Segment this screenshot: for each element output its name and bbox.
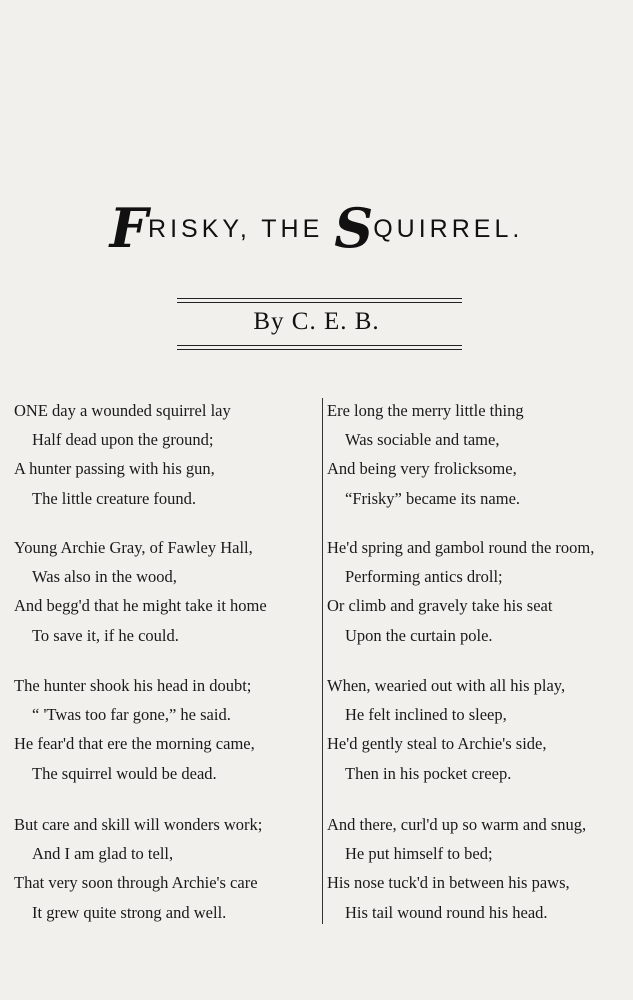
verse-line: Was sociable and tame, (345, 430, 500, 450)
title-word-frisky: RISKY, THE (148, 215, 324, 243)
verse-line: The squirrel would be dead. (32, 763, 217, 783)
stanza-5 (327, 396, 524, 513)
verse-line: When, wearied out with all his play, (327, 676, 566, 695)
stanza-6 (327, 533, 594, 650)
verse-line: Young Archie Gray, of Fawley Hall, (14, 538, 253, 557)
verse-line: And begg'd that he might take it home (14, 596, 267, 616)
verse-line: ONE day a wounded squirrel lay (14, 401, 231, 420)
verse-line: He fear'd that ere the morning came, (14, 734, 255, 754)
title-initial-s: S (334, 196, 374, 260)
verse-line: Then in his pocket creep. (345, 763, 512, 783)
top-rule-outer (177, 298, 462, 299)
title-word-squirrel: QUIRREL. (373, 215, 524, 243)
stanza-3 (14, 671, 255, 788)
stanza-8 (327, 810, 586, 927)
verse-line: To save it, if he could. (32, 625, 179, 645)
verse-line: His nose tuck'd in between his paws, (327, 873, 570, 893)
top-rule-inner (177, 302, 462, 303)
title-initial-f: F (109, 196, 149, 260)
stanza-1 (14, 396, 231, 513)
poem-title (0, 196, 633, 260)
verse-line: And I am glad to tell, (32, 844, 174, 864)
verse-line: And being very frolicksome, (327, 459, 517, 479)
verse-line: And there, curl'd up so warm and snug, (327, 815, 587, 834)
verse-line: Upon the curtain pole. (345, 625, 493, 645)
verse-line: Performing antics droll; (345, 567, 503, 587)
bottom-rule-outer (177, 349, 462, 350)
verse-line: Half dead upon the ground; (32, 430, 214, 450)
verse-line: The hunter shook his head in doubt; (14, 676, 252, 695)
stanza-7 (327, 671, 565, 788)
verse-line: “Frisky” became its name. (345, 488, 521, 508)
verse-line: But care and skill will wonders work; (14, 815, 263, 834)
author-byline: By C. E. B. (253, 308, 380, 335)
verse-line: A hunter passing with his gun, (14, 459, 215, 479)
verse-line: That very soon through Archie's care (14, 873, 258, 893)
verse-line: “ 'Twas too far gone,” he said. (32, 705, 231, 725)
column-divider (322, 398, 323, 924)
verse-line: He put himself to bed; (345, 844, 493, 864)
verse-line: Ere long the merry little thing (327, 401, 524, 420)
verse-line: He'd gently steal to Archie's side, (327, 734, 547, 754)
verse-line: The little creature found. (32, 488, 197, 508)
verse-line: He'd spring and gambol round the room, (327, 538, 595, 557)
verse-line: He felt inclined to sleep, (345, 705, 507, 725)
stanza-2 (14, 533, 267, 650)
stanza-4 (14, 810, 262, 927)
verse-line: His tail wound round his head. (345, 902, 548, 922)
verse-line: Or climb and gravely take his seat (327, 596, 553, 616)
verse-line: It grew quite strong and well. (32, 902, 227, 922)
bottom-rule-inner (177, 345, 462, 346)
verse-line: Was also in the wood, (32, 567, 177, 587)
